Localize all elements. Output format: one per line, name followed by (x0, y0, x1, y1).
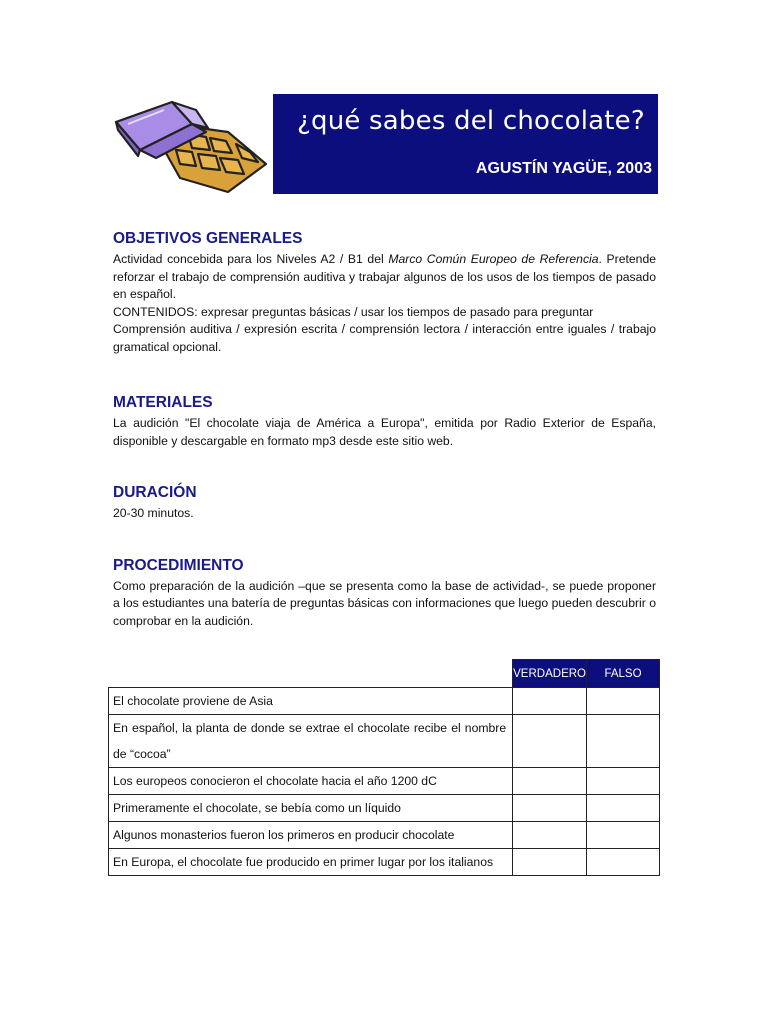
header-verdadero: VERDADERO (513, 660, 587, 688)
title-banner (273, 94, 658, 194)
statement-cell: El chocolate proviene de Asia (109, 688, 513, 715)
answer-cell-verdadero[interactable] (513, 822, 587, 849)
text-run: Actividad concebida para los Niveles A2 / B1 del (113, 252, 389, 266)
answer-cell-verdadero[interactable] (513, 768, 587, 795)
statement-cell: En Europa, el chocolate fue producido en primer lugar por los italianos (109, 849, 513, 876)
section-title: MATERIALES (113, 394, 213, 411)
table-row (109, 688, 660, 715)
table-corner (109, 660, 513, 688)
header-falso: FALSO (587, 660, 660, 688)
table-row (109, 768, 660, 795)
answer-cell-verdadero[interactable] (513, 849, 587, 876)
statement-cell: Primeramente el chocolate, se bebía como un líquido (109, 795, 513, 822)
chocolate-bar-icon (110, 94, 270, 194)
statement-cell: En español, la planta de donde se extrae el chocolate recibe el nombre de “cocoa” (109, 715, 513, 768)
section-materiales (113, 394, 656, 450)
answer-cell-verdadero[interactable] (513, 795, 587, 822)
table-row (109, 795, 660, 822)
section-title: DURACIÓN (113, 484, 197, 501)
section-title: OBJETIVOS GENERALES (113, 230, 303, 247)
paragraph: CONTENIDOS: expresar preguntas básicas / usar los tiempos de pasado para preguntar (113, 304, 594, 319)
table-row (109, 822, 660, 849)
italic-reference: Marco Común Europeo de Referencia (388, 252, 599, 266)
answer-cell-falso[interactable] (587, 849, 660, 876)
section-objetivos (113, 230, 656, 356)
paragraph (113, 251, 656, 304)
section-duracion (113, 484, 656, 523)
paragraph: La audición "El chocolate viaja de América a Europa", emitida por Radio Exterior de España, disponible y descargable en formato mp3 desde este sitio web. (113, 416, 656, 448)
document-body (113, 230, 656, 652)
paragraph: Comprensión auditiva / expresión escrita / comprensión lectora / interacción entre iguales / trabajo gramatical opcional. (113, 322, 656, 354)
statement-cell: Los europeos conocieron el chocolate hacia el año 1200 dC (109, 768, 513, 795)
statement-cell: Algunos monasterios fueron los primeros en producir chocolate (109, 822, 513, 849)
answer-cell-verdadero[interactable] (513, 688, 587, 715)
author-line: AGUSTÍN YAGÜE, 2003 (475, 160, 652, 177)
text-run: . Pretende reforzar el trabajo de comprensión auditiva y trabajar algunos de los usos de los tiempos de pasado en español. (113, 252, 657, 301)
table-row (109, 849, 660, 876)
section-title: PROCEDIMIENTO (113, 556, 244, 574)
answer-cell-falso[interactable] (587, 688, 660, 715)
answer-cell-falso[interactable] (587, 768, 660, 795)
paragraph: 20-30 minutos. (113, 506, 194, 520)
true-false-table (108, 659, 660, 876)
page-title: ¿qué sabes del chocolate? (297, 106, 645, 136)
paragraph: Como preparación de la audición –que se presenta como la base de actividad-, se puede proponer a los estudiantes una batería de preguntas básicas con informaciones que luego pueden descubrir o comprobar en la audición. (113, 578, 656, 628)
answer-cell-falso[interactable] (587, 822, 660, 849)
answer-cell-verdadero[interactable] (513, 715, 587, 768)
answer-cell-falso[interactable] (587, 795, 660, 822)
table-row (109, 715, 660, 768)
document-header (110, 88, 658, 198)
section-procedimiento (113, 557, 656, 631)
answer-cell-falso[interactable] (587, 715, 660, 768)
quiz-table (108, 659, 660, 876)
